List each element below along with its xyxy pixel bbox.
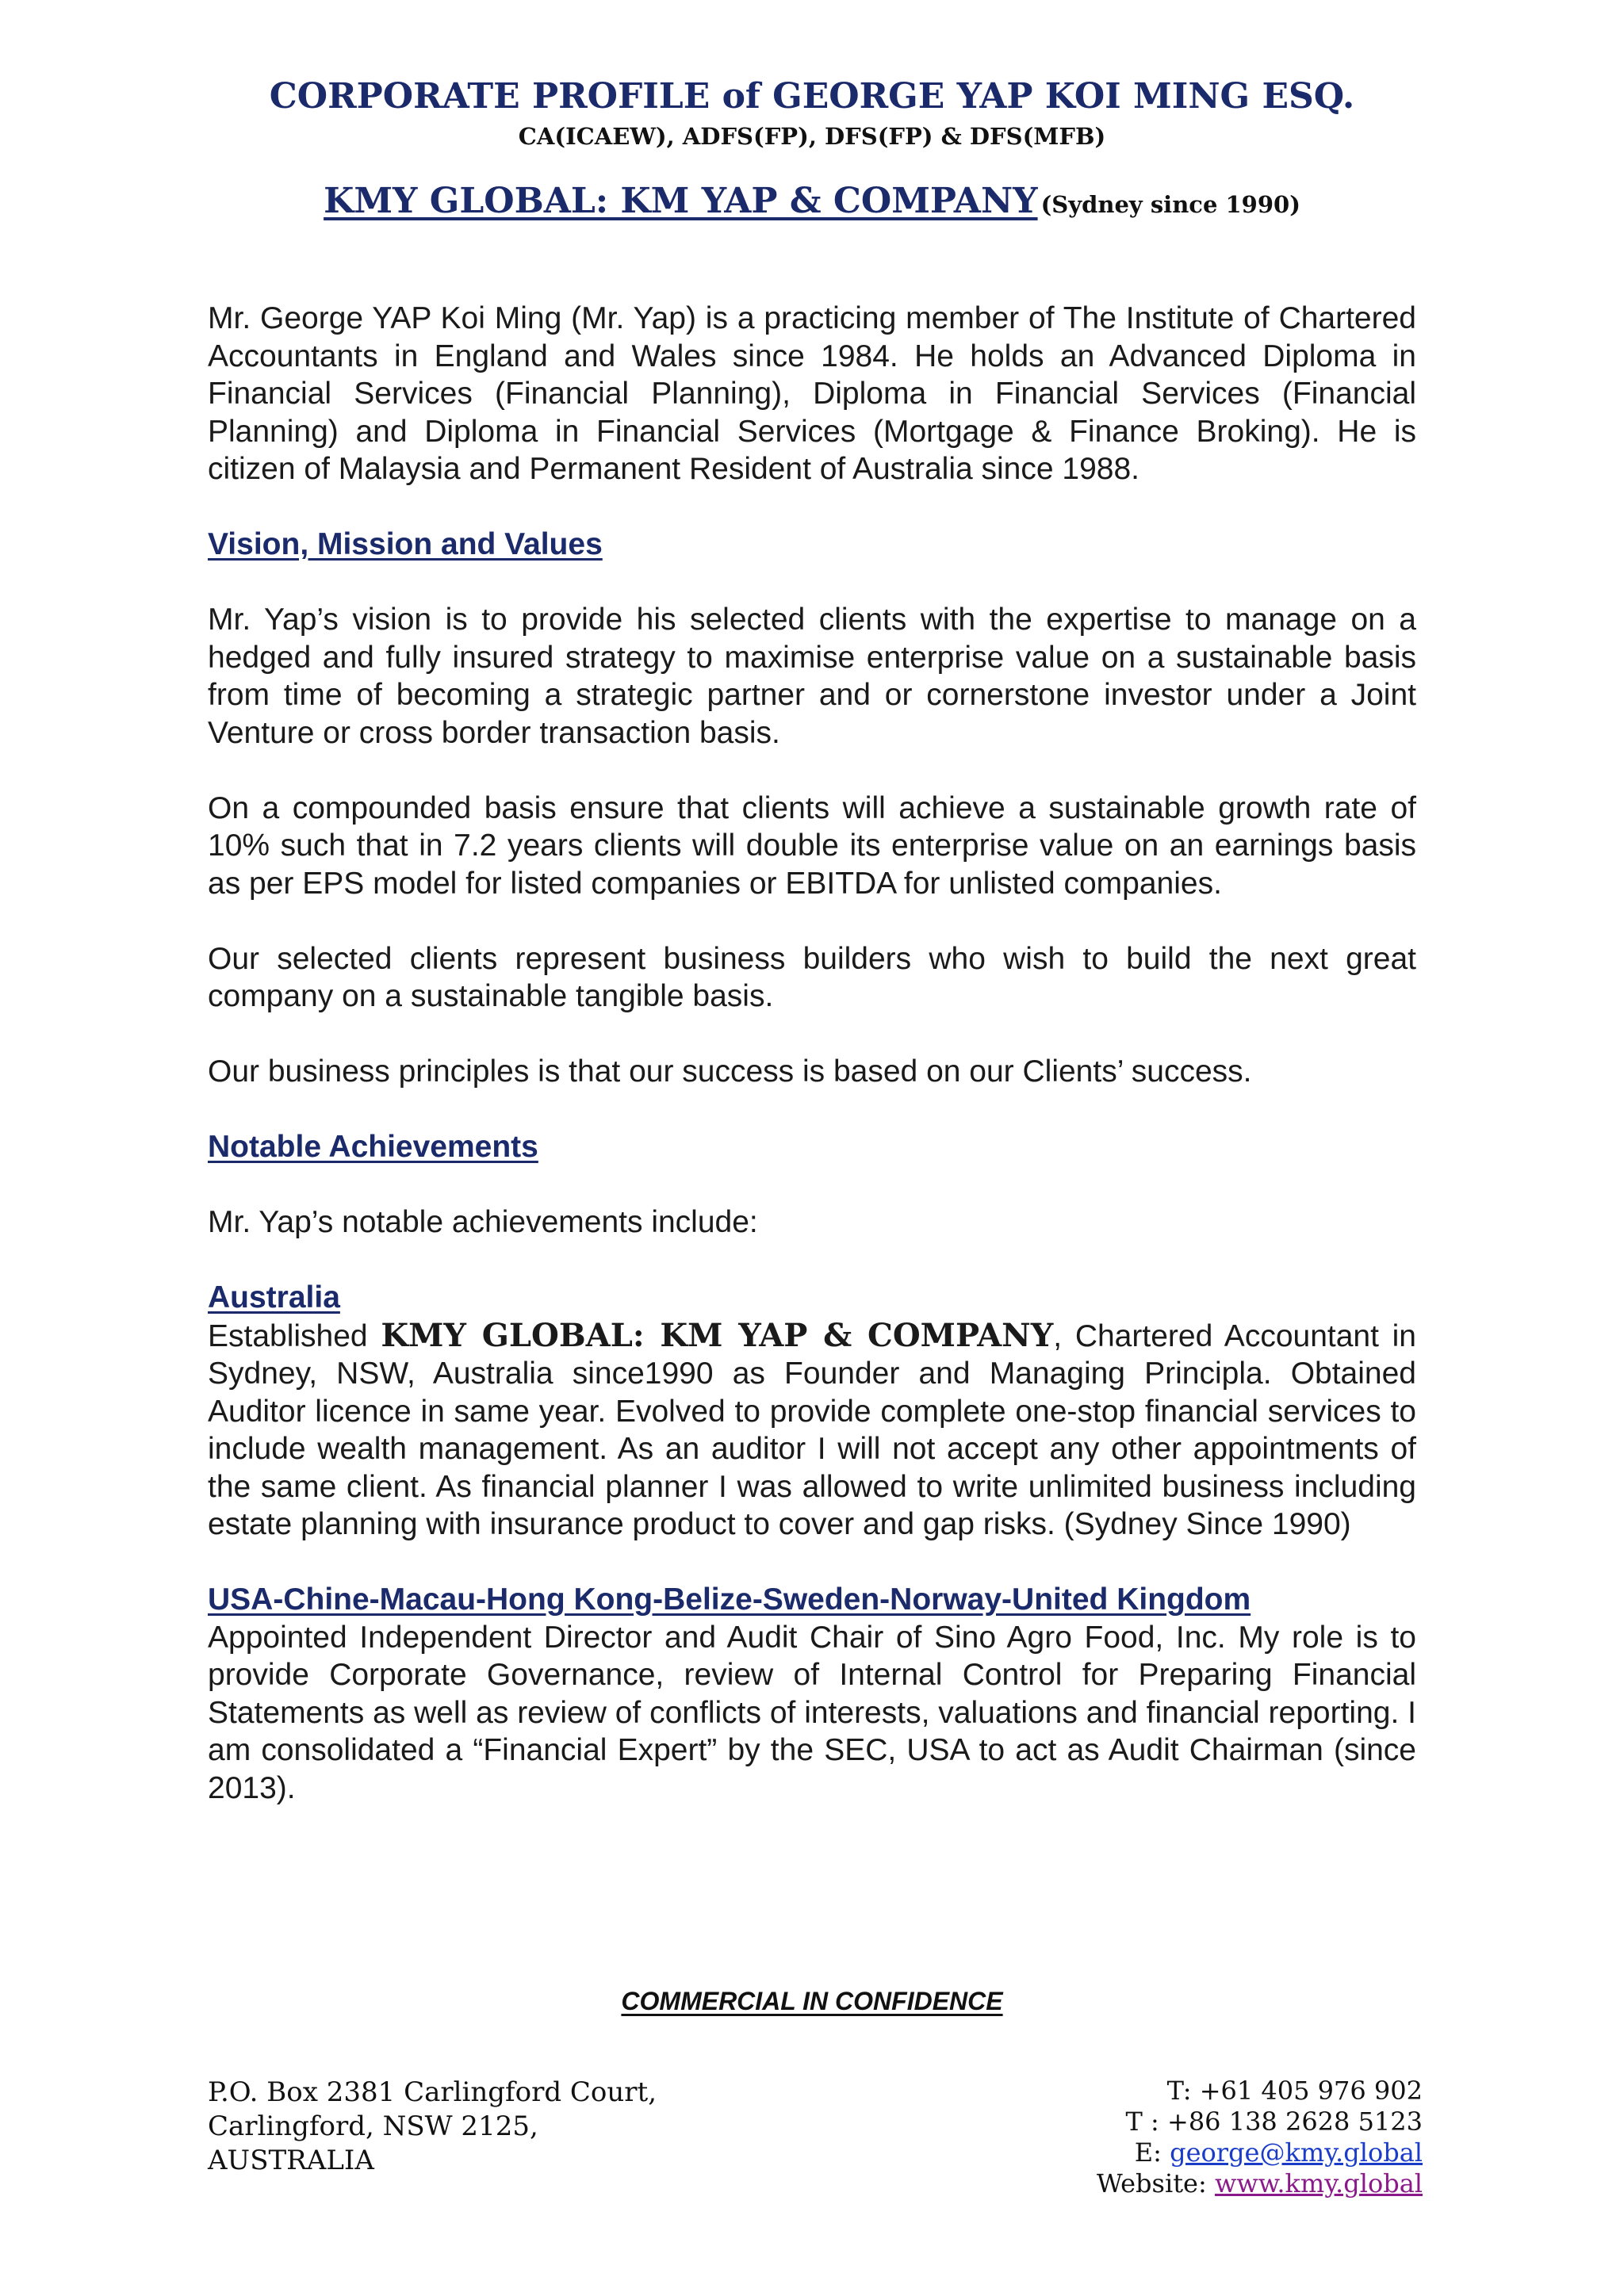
phone-china: T : +86 138 2628 5123 (1125, 2107, 1423, 2137)
australia-company-name: KMY GLOBAL: KM YAP & COMPANY (381, 1316, 1054, 1354)
australia-text: , Chartered Accountant in Sydney, NSW, Australia since1990 as Founder and Managing Principla. Obtained Auditor licence in same year. Evolved to provide complete one-stop financial services to include wealth management. As an auditor I will not accept any other appointments of the same client. As financial planner I was allowed to write unlimited business including estate planning with insurance product to cover and gap risks. (Sydney Since 1990) (208, 1318, 1416, 1541)
phone-australia: T: +61 405 976 902 (1166, 2076, 1423, 2106)
clients-paragraph: Our selected clients represent business builders who wish to build the next great company on a sustainable tangible basis. (208, 941, 1416, 1013)
growth-paragraph: On a compounded basis ensure that clients will achieve a sustainable growth rate of 10% such that in 7.2 years clients will double its enterprise value on an earnings basis as per EPS model for listed companies or EBITDA for unlisted companies. (208, 790, 1416, 901)
international-paragraph: Appointed Independent Director and Audit Chair of Sino Agro Food, Inc. My role is to provide Corporate Governance, review of Internal Control for Preparing Financial Statements as well as review of conflicts of interests, valuations and financial reporting. I am consolidated a “Financial Expert” by the SEC, USA to act as Audit Chairman (since 2013). (208, 1620, 1416, 1805)
document-header (0, 73, 1624, 221)
website-label: Website: (1096, 2168, 1215, 2198)
document-title: CORPORATE PROFILE of GEORGE YAP KOI MING ESQ. (269, 76, 1355, 117)
vision-heading: Vision, Mission and Values (208, 527, 603, 561)
postal-address (208, 2076, 657, 2178)
email-label: E: (1134, 2137, 1170, 2168)
vision-paragraph: Mr. Yap’s vision is to provide his selected clients with the expertise to manage on a hedged and fully insured strategy to maximise enterprise value on a sustainable basis from time of becoming a strategic partner and or cornerstone investor under a Joint Venture or cross border transaction basis. (208, 603, 1416, 750)
contact-details (1097, 2076, 1423, 2199)
website-link[interactable]: www.kmy.global (1214, 2168, 1423, 2198)
company-name: KMY GLOBAL: KM YAP & COMPANY (324, 181, 1038, 221)
document-body (208, 300, 1416, 1845)
credentials: CA(ICAEW), ADFS(FP), DFS(FP) & DFS(MFB) (518, 123, 1106, 150)
principles-paragraph: Our business principles is that our success is based on our Clients’ success. (208, 1054, 1252, 1089)
email-line (1097, 2137, 1423, 2168)
confidential-notice: COMMERCIAL IN CONFIDENCE (621, 1987, 1003, 2015)
australia-prefix: Established (208, 1318, 381, 1353)
international-heading: USA-Chine-Macau-Hong Kong-Belize-Sweden-Norway-United Kingdom (208, 1582, 1251, 1617)
company-line (0, 181, 1624, 221)
achievements-heading: Notable Achievements (208, 1130, 538, 1164)
australia-heading: Australia (208, 1280, 340, 1314)
website-line (1097, 2168, 1423, 2199)
australia-paragraph (208, 1317, 1416, 1544)
intro-paragraph: Mr. George YAP Koi Ming (Mr. Yap) is a practicing member of The Institute of Chartered Accountants in England and Wales since 1984. He holds an Advanced Diploma in Financial Services (Financial Planning), Diploma in Financial Services (Financial Planning) and Diploma in Financial Services (Mortgage & Finance Broking). He is citizen of Malaysia and Permanent Resident of Australia since 1988. (208, 301, 1416, 486)
company-since: (Sydney since 1990) (1040, 191, 1300, 218)
address-line: AUSTRALIA (208, 2145, 374, 2176)
achievements-intro: Mr. Yap’s notable achievements include: (208, 1205, 758, 1239)
address-line: P.O. Box 2381 Carlingford Court, (208, 2076, 657, 2108)
email-link[interactable]: george@kmy.global (1170, 2137, 1423, 2168)
address-line: Carlingford, NSW 2125, (208, 2110, 538, 2142)
